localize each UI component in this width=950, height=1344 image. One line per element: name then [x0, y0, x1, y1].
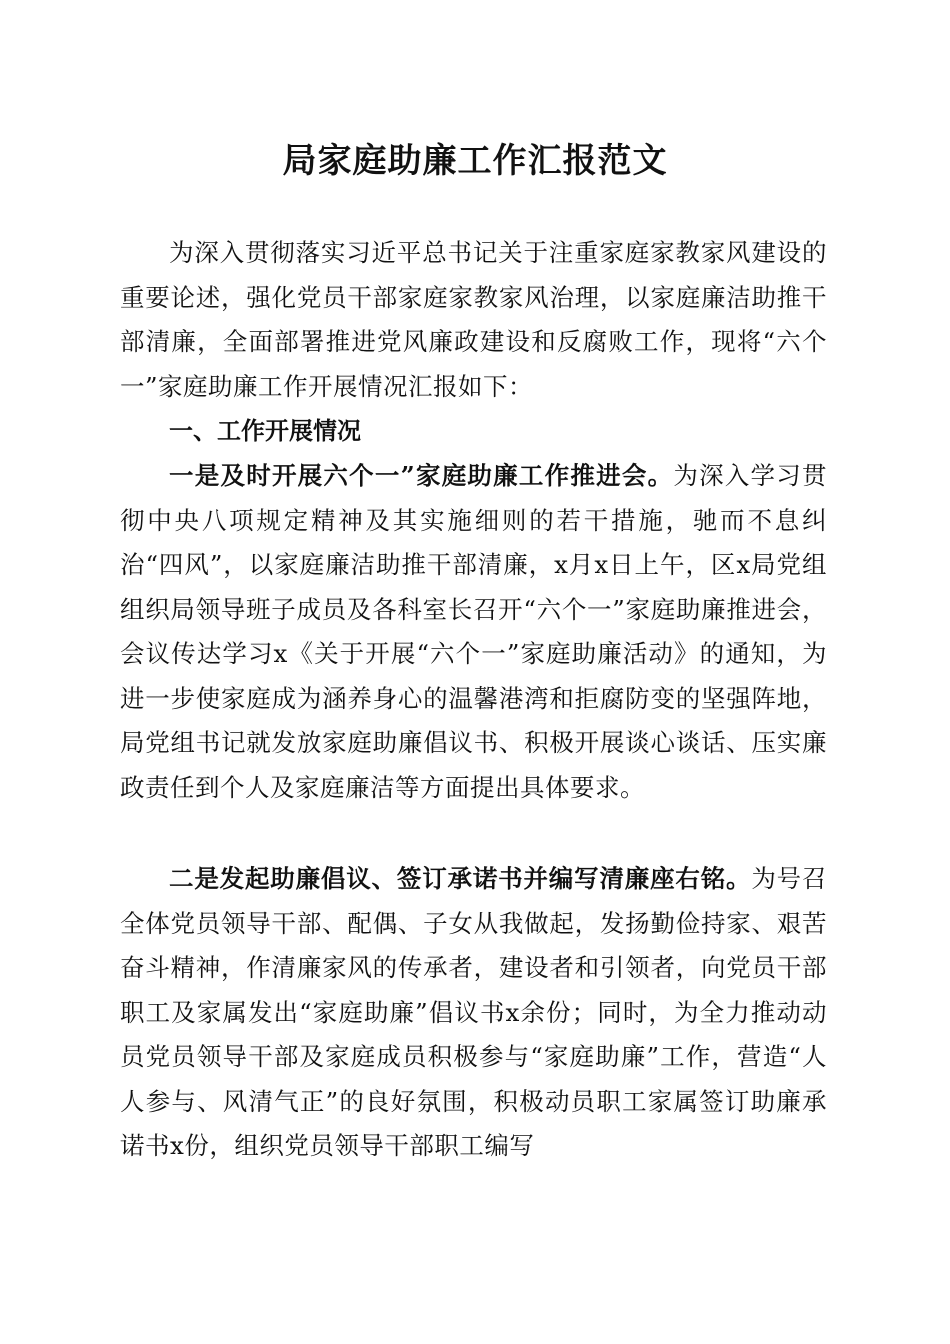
item-paragraph-1 [120, 454, 827, 810]
item-lead-1: 一是及时开展六个一”家庭助廉工作推进会。 [169, 461, 674, 490]
section-heading: 一、工作开展情况 [169, 417, 361, 445]
document-title: 局家庭助廉工作汇报范文 [282, 141, 668, 181]
item-text-1: 为深入学习贯彻中央八项规定精神及其实施细则的若干措施，驰而不息纠治“四风”，以家庭廉洁助推干部清廉，x月x日上午，区x局党组组织局领导班子成员及各科室长召开“六个一”家庭助廉推进会，会议传达学习x《关于开展“六个一”家庭助廉活动》的通知，为进一步使家庭成为涵养身心的温馨港湾和拒腐防变的坚强阵地，局党组书记就发放家庭助廉倡议书、积极开展谈心谈话、压实廉政责任到个人及家庭廉洁等方面提出具体要求。 [120, 461, 828, 802]
item-text-2: 为号召全体党员领导干部、配偶、子女从我做起，发扬勤俭持家、艰苦奋斗精神，作清廉家风的传承者，建设者和引领者，向党员干部职工及家属发出“家庭助廉”倡议书x余份；同时，为全力推动动员党员领导干部及家庭成员积极参与“家庭助廉”工作，营造“人人参与、风清气正”的良好氛围，积极动员职工家属签订助廉承诺书x份，组织党员领导干部职工编写 [120, 864, 827, 1160]
item-paragraph-2 [120, 857, 827, 1169]
item-lead-2: 二是发起助廉倡议、签订承诺书并编写清廉座右铭。 [169, 864, 752, 893]
intro-paragraph: 为深入贯彻落实习近平总书记关于注重家庭家教家风建设的重要论述，强化党员干部家庭家教家风治理，以家庭廉洁助推干部清廉，全面部署推进党风廉政建设和反腐败工作，现将“六个一”家庭助廉工作开展情况汇报如下： [120, 238, 827, 401]
